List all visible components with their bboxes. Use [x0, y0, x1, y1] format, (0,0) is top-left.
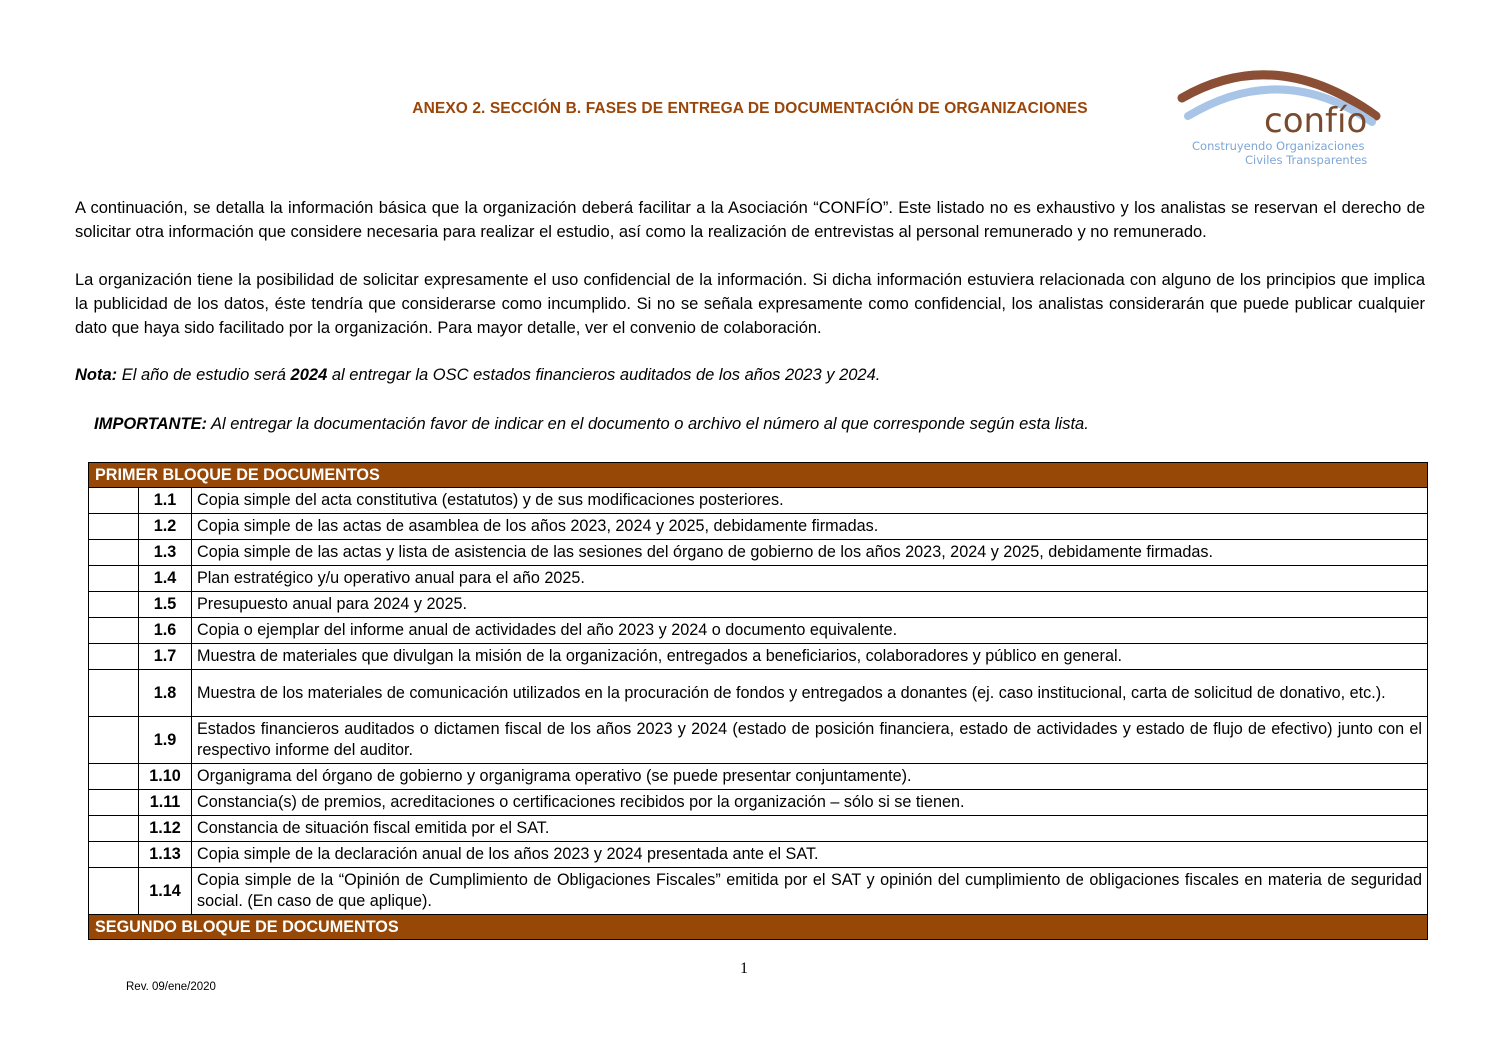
- row-blank-cell: [89, 670, 139, 717]
- row-blank-cell: [89, 717, 139, 764]
- row-blank-cell: [89, 868, 139, 915]
- table-row: [89, 566, 1428, 592]
- row-description: Estados financieros auditados o dictamen fiscal de los años 2023 y 2024 (estado de posición financiera, estado de actividades y estado de flujo de efectivo) junto con el respectivo informe del auditor.: [192, 717, 1428, 764]
- confio-logo: [1176, 56, 1388, 176]
- table-row: [89, 592, 1428, 618]
- logo-brand: confío: [1264, 101, 1368, 141]
- table-row: [89, 644, 1428, 670]
- row-description: Constancia(s) de premios, acreditaciones o certificaciones recibidos por la organización – sólo si se tienen.: [192, 790, 1428, 816]
- row-description: Organigrama del órgano de gobierno y organigrama operativo (se puede presentar conjuntamente).: [192, 764, 1428, 790]
- row-number: 1.10: [139, 764, 192, 790]
- row-number: 1.13: [139, 842, 192, 868]
- row-blank-cell: [89, 816, 139, 842]
- row-number: 1.9: [139, 717, 192, 764]
- row-blank-cell: [89, 644, 139, 670]
- note-text-2: al entregar la OSC estados financieros auditados de los años 2023 y 2024.: [327, 366, 881, 384]
- row-description: Copia simple de las actas de asamblea de los años 2023, 2024 y 2025, debidamente firmadas.: [192, 514, 1428, 540]
- block-header-2: [89, 915, 1428, 940]
- row-description: Copia simple del acta constitutiva (estatutos) y de sus modificaciones posteriores.: [192, 488, 1428, 514]
- table-row: [89, 790, 1428, 816]
- table-row: [89, 488, 1428, 514]
- logo-tagline-1: Construyendo Organizaciones: [1192, 139, 1365, 153]
- row-blank-cell: [89, 790, 139, 816]
- note-year: 2024: [290, 366, 328, 384]
- row-description: Copia simple de la declaración anual de los años 2023 y 2024 presentada ante el SAT.: [192, 842, 1428, 868]
- row-blank-cell: [89, 566, 139, 592]
- confidentiality-paragraph: La organización tiene la posibilidad de solicitar expresamente el uso confidencial de la información. Si dicha información estuviera relacionada con alguno de los principios que implica la publicidad de los datos, éste tendría que considerarse como incumplido. Si no se señala expresamente como confidencial, los analistas considerarán que puede publicar cualquier dato que haya sido facilitado por la organización. Para mayor detalle, ver el convenio de colaboración.: [75, 271, 1425, 337]
- row-description: Presupuesto anual para 2024 y 2025.: [192, 592, 1428, 618]
- row-description: Copia simple de la “Opinión de Cumplimiento de Obligaciones Fiscales” emitida por el SAT y opinión del cumplimiento de obligaciones fiscales en materia de seguridad social. (En caso de que aplique).: [192, 868, 1428, 915]
- row-blank-cell: [89, 514, 139, 540]
- table-row: [89, 842, 1428, 868]
- block-header-1: [89, 463, 1428, 488]
- note-label: Nota:: [75, 366, 118, 384]
- table-row: [89, 540, 1428, 566]
- table-row: [89, 717, 1428, 764]
- documents-table: [88, 462, 1428, 940]
- row-number: 1.6: [139, 618, 192, 644]
- row-blank-cell: [89, 842, 139, 868]
- row-number: 1.11: [139, 790, 192, 816]
- table-row: [89, 816, 1428, 842]
- logo-tagline-2: Civiles Transparentes: [1245, 153, 1368, 167]
- row-number: 1.12: [139, 816, 192, 842]
- row-blank-cell: [89, 592, 139, 618]
- table-row: [89, 868, 1428, 915]
- intro-paragraph: A continuación, se detalla la información básica que la organización deberá facilitar a la Asociación “CONFÍO”. Este listado no es exhaustivo y los analistas se reservan el derecho de solicitar otra información que considere necesaria para realizar el estudio, así como la realización de entrevistas al personal remunerado y no remunerado.: [75, 199, 1425, 241]
- page-number: 1: [740, 960, 748, 977]
- note-text-1: El año de estudio será: [117, 366, 291, 384]
- table-row: [89, 670, 1428, 717]
- table-row: [89, 618, 1428, 644]
- block-title-2: SEGUNDO BLOQUE DE DOCUMENTOS: [89, 915, 1428, 940]
- row-number: 1.1: [139, 488, 192, 514]
- row-description: Constancia de situación fiscal emitida por el SAT.: [192, 816, 1428, 842]
- row-description: Muestra de los materiales de comunicación utilizados en la procuración de fondos y entregados a donantes (ej. caso institucional, carta de solicitud de donativo, etc.).: [192, 670, 1428, 717]
- row-number: 1.7: [139, 644, 192, 670]
- row-blank-cell: [89, 540, 139, 566]
- note-paragraph: [75, 363, 1425, 387]
- document-title: ANEXO 2. SECCIÓN B. FASES DE ENTREGA DE DOCUMENTACIÓN DE ORGANIZACIONES: [412, 100, 1088, 117]
- table-row: [89, 764, 1428, 790]
- row-blank-cell: [89, 618, 139, 644]
- row-description: Copia simple de las actas y lista de asistencia de las sesiones del órgano de gobierno de los años 2023, 2024 y 2025, debidamente firmadas.: [192, 540, 1428, 566]
- important-paragraph: [94, 412, 1424, 436]
- important-label: IMPORTANTE:: [94, 415, 208, 433]
- block-title-1: PRIMER BLOQUE DE DOCUMENTOS: [89, 463, 1428, 488]
- row-number: 1.5: [139, 592, 192, 618]
- row-number: 1.8: [139, 670, 192, 717]
- important-text: Al entregar la documentación favor de indicar en el documento o archivo el número al que corresponde según esta lista.: [207, 415, 1089, 433]
- row-number: 1.2: [139, 514, 192, 540]
- revision-label: Rev. 09/ene/2020: [126, 981, 216, 993]
- row-description: Copia o ejemplar del informe anual de actividades del año 2023 y 2024 o documento equivalente.: [192, 618, 1428, 644]
- row-description: Muestra de materiales que divulgan la misión de la organización, entregados a beneficiarios, colaboradores y público en general.: [192, 644, 1428, 670]
- row-number: 1.3: [139, 540, 192, 566]
- row-number: 1.4: [139, 566, 192, 592]
- row-description: Plan estratégico y/u operativo anual para el año 2025.: [192, 566, 1428, 592]
- row-blank-cell: [89, 488, 139, 514]
- row-number: 1.14: [139, 868, 192, 915]
- row-blank-cell: [89, 764, 139, 790]
- table-row: [89, 514, 1428, 540]
